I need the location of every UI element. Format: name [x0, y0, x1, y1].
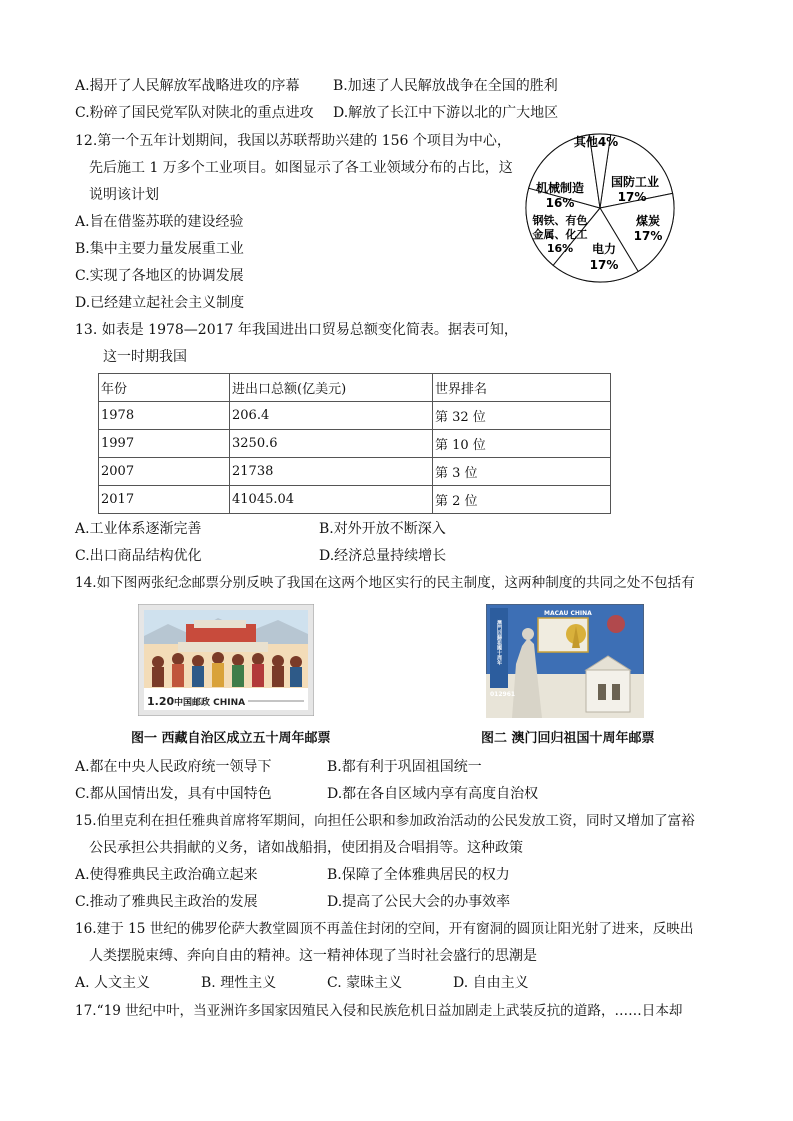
- table-cell: 第 32 位: [433, 402, 611, 430]
- q16-option-c[interactable]: C. 蒙昧主义: [327, 975, 403, 991]
- pie-label-other: 其他4%: [573, 135, 619, 149]
- trade-table: [98, 373, 611, 514]
- tibet-stamp-post: 中国邮政 CHINA: [174, 698, 246, 708]
- q14-option-b[interactable]: B.都有利于巩固祖国统一: [327, 759, 482, 775]
- q11-option-b[interactable]: B.加速了人民解放战争在全国的胜利: [333, 78, 558, 94]
- pie-label-steel-2: 金属、化工: [532, 228, 588, 241]
- stamp1-caption: 图一 西藏自治区成立五十周年邮票: [131, 731, 331, 746]
- q11-option-d[interactable]: D.解放了长江中下游以北的广大地区: [333, 105, 559, 121]
- q13-option-a[interactable]: A.工业体系逐渐完善: [75, 521, 202, 537]
- q16-stem-line-1: 16.建于 15 世纪的佛罗伦萨大教堂圆顶不再盖住封闭的空间，开有窗洞的圆顶让阳光射了进来，反映出: [75, 921, 694, 937]
- table-row: [99, 402, 611, 430]
- pie-label-machine: 机械制造: [535, 181, 585, 195]
- macau-stamp-title: 澳門回歸祖國十周年: [496, 620, 502, 665]
- table-header-cell: 世界排名: [433, 374, 611, 402]
- q15-option-a[interactable]: A.使得雅典民主政治确立起来: [75, 867, 258, 883]
- q12-option-c[interactable]: C.实现了各地区的协调发展: [75, 268, 244, 284]
- macau-stamp-serial: 012961: [490, 691, 516, 698]
- pie-value-coal: 17%: [633, 229, 663, 243]
- q16-stem-line-2: 人类摆脱束缚、奔向自由的精神。这一精神体现了当时社会盛行的思潮是: [89, 948, 537, 964]
- q12-stem-line-2: 先后施工 1 万多个工业项目。如图显示了各工业领域分布的占比，这: [89, 160, 513, 176]
- table-header-row: [99, 374, 611, 402]
- table-cell: 第 2 位: [433, 486, 611, 514]
- q13-option-c[interactable]: C.出口商品结构优化: [75, 548, 202, 564]
- q15-stem-line-1: 15.伯里克利在担任雅典首席将军期间，向担任公职和参加政治活动的公民发放工资，同时又增加了富裕: [75, 813, 695, 829]
- table-cell: 2007: [99, 458, 230, 486]
- q13-stem-line-1: 13. 如表是 1978—2017 年我国进出口贸易总额变化简表。据表可知，: [75, 322, 518, 338]
- table-cell: 2017: [99, 486, 230, 514]
- q14-stem: 14.如下图两张纪念邮票分别反映了我国在这两个地区实行的民主制度，这两种制度的共同之处不包括有: [75, 575, 695, 591]
- tibet-stamp-value: 1.20: [147, 695, 175, 708]
- table-header-cell: 进出口总额(亿美元): [230, 374, 433, 402]
- pie-value-machine: 16%: [545, 196, 575, 210]
- table-cell: 21738: [230, 458, 433, 486]
- table-cell: 206.4: [230, 402, 433, 430]
- q17-stem-line-1: 17.“19 世纪中叶，当亚洲许多国家因殖民入侵和民族危机日益加剧走上武装反抗的道路，……日本却: [75, 1003, 683, 1019]
- table-cell: 第 10 位: [433, 430, 611, 458]
- tibet-stamp-image: [138, 604, 314, 716]
- q15-option-b[interactable]: B.保障了全体雅典居民的权力: [327, 867, 510, 883]
- pie-label-power: 电力: [591, 242, 617, 256]
- q14-option-d[interactable]: D.都在各自区域内享有高度自治权: [327, 786, 539, 802]
- q11-option-c[interactable]: C.粉碎了国民党军队对陕北的重点进攻: [75, 105, 314, 121]
- table-row: [99, 486, 611, 514]
- pie-value-steel: 16%: [546, 242, 574, 255]
- q14-option-c[interactable]: C.都从国情出发，具有中国特色: [75, 786, 272, 802]
- q12-option-d[interactable]: D.已经建立起社会主义制度: [75, 295, 245, 311]
- macau-stamp-image: [486, 604, 644, 718]
- macau-stamp-label: MACAU CHINA: [544, 610, 592, 617]
- stamp2-caption: 图二 澳门回归祖国十周年邮票: [481, 731, 655, 746]
- q12-option-b[interactable]: B.集中主要力量发展重工业: [75, 241, 244, 257]
- industry-pie-chart: [520, 128, 680, 288]
- pie-label-defense: 国防工业: [610, 175, 660, 189]
- table-cell: 41045.04: [230, 486, 433, 514]
- table-row: [99, 430, 611, 458]
- q14-option-a[interactable]: A.都在中央人民政府统一领导下: [75, 759, 272, 775]
- q13-option-d[interactable]: D.经济总量持续增长: [319, 548, 447, 564]
- q13-option-b[interactable]: B.对外开放不断深入: [319, 521, 446, 537]
- table-cell: 3250.6: [230, 430, 433, 458]
- pie-label-steel-1: 钢铁、有色: [532, 214, 588, 227]
- table-header-cell: 年份: [99, 374, 230, 402]
- q16-option-a[interactable]: A. 人文主义: [75, 975, 151, 991]
- q13-stem-line-2: 这一时期我国: [103, 349, 187, 365]
- table-cell: 1978: [99, 402, 230, 430]
- q11-option-a[interactable]: A.揭开了人民解放军战略进攻的序幕: [75, 78, 300, 94]
- q12-stem-line-1: 12.第一个五年计划期间，我国以苏联帮助兴建的 156 个项目为中心，: [75, 133, 511, 149]
- q15-option-d[interactable]: D.提高了公民大会的办事效率: [327, 894, 511, 910]
- q16-option-b[interactable]: B. 理性主义: [201, 975, 277, 991]
- q12-stem-line-3: 说明该计划: [89, 187, 159, 203]
- q15-option-c[interactable]: C.推动了雅典民主政治的发展: [75, 894, 258, 910]
- pie-value-defense: 17%: [617, 190, 647, 204]
- table-row: [99, 458, 611, 486]
- pie-value-power: 17%: [589, 258, 619, 272]
- q15-stem-line-2: 公民承担公共捐献的义务，诸如战船捐，使团捐及合唱捐等。这种政策: [89, 840, 523, 856]
- table-cell: 第 3 位: [433, 458, 611, 486]
- pie-label-coal: 煤炭: [635, 214, 661, 228]
- table-cell: 1997: [99, 430, 230, 458]
- q12-option-a[interactable]: A.旨在借鉴苏联的建设经验: [75, 214, 244, 230]
- q16-option-d[interactable]: D. 自由主义: [453, 975, 529, 991]
